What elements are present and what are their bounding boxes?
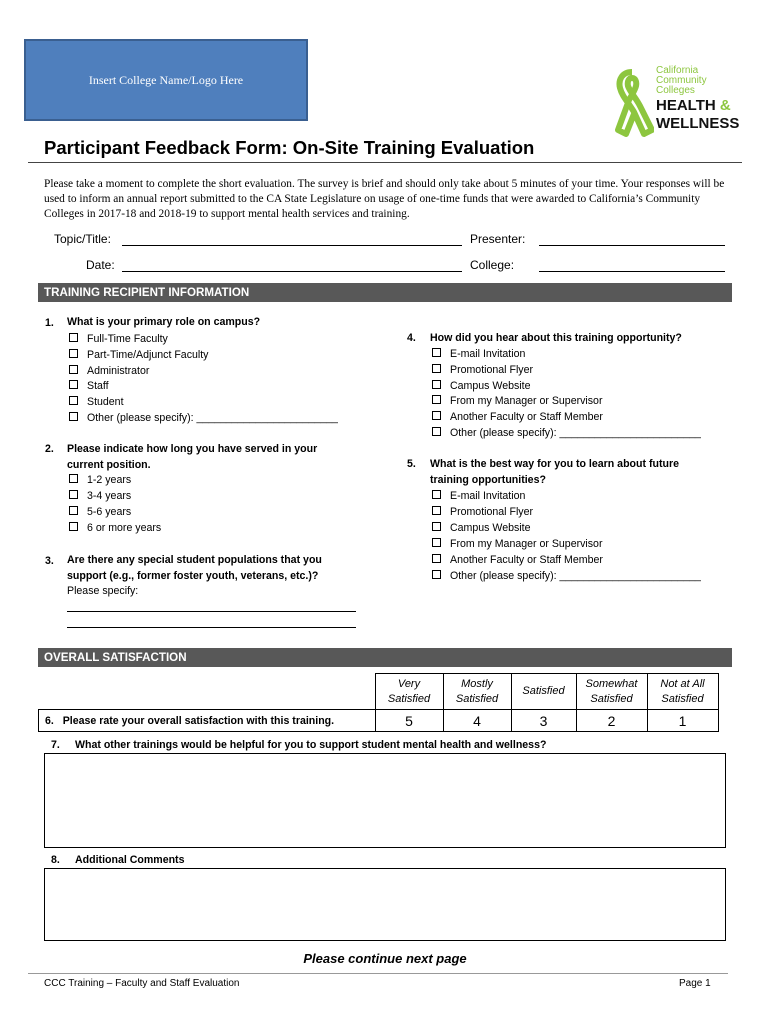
q4-option[interactable]: From my Manager or Supervisor — [432, 394, 602, 410]
footer-left: CCC Training – Faculty and Staff Evaluation — [44, 978, 240, 989]
title-divider — [28, 162, 742, 163]
q8-text: Additional Comments — [75, 854, 185, 866]
continue-next-page: Please continue next page — [303, 951, 467, 966]
q2-text: Please indicate how long you have served in your current position. — [67, 443, 318, 471]
rating-option-1[interactable]: 1 — [647, 710, 718, 732]
checkbox-icon[interactable] — [69, 522, 78, 531]
q1-text: What is your primary role on campus? — [67, 316, 261, 328]
intro-paragraph: Please take a moment to complete the short evaluation. The survey is brief and should only take about 5 minutes of your time. Your responses will be used to inform an annual report submitted to the CA State Legislature on usage of one-time funds that were awarded to California’s Community Colleges in 2017-18 and 2018-19 to support mental health services and training. — [44, 178, 725, 220]
q4-option[interactable]: E-mail Invitation — [432, 347, 525, 363]
q1-option[interactable]: Staff — [69, 379, 109, 395]
checkbox-icon[interactable] — [69, 506, 78, 515]
checkbox-icon[interactable] — [432, 364, 441, 373]
rating-option-5[interactable]: 5 — [375, 710, 443, 732]
checkbox-icon[interactable] — [432, 570, 441, 579]
q4-number: 4. — [407, 332, 416, 344]
brand-ampersand: & — [719, 97, 731, 114]
checkbox-icon[interactable] — [432, 506, 441, 515]
q5-number: 5. — [407, 458, 416, 470]
checkbox-icon[interactable] — [432, 411, 441, 420]
checkbox-icon[interactable] — [432, 554, 441, 563]
q7-answer-box[interactable] — [44, 753, 726, 848]
q5-option[interactable]: Campus Website — [432, 521, 530, 537]
brand-line-health: HEALTH — [656, 97, 716, 114]
q8-number: 8. — [51, 854, 60, 866]
checkbox-icon[interactable] — [432, 522, 441, 531]
awareness-ribbon-icon — [610, 68, 654, 138]
college-input-line[interactable] — [539, 271, 725, 272]
health-wellness-logo — [610, 66, 750, 138]
college-label: College: — [470, 258, 515, 272]
q5-option[interactable]: Another Faculty or Staff Member — [432, 553, 603, 569]
checkbox-icon[interactable] — [69, 380, 78, 389]
q4-option[interactable]: Other (please specify): ________________________ — [432, 426, 701, 442]
q4-text: How did you hear about this training opportunity? — [430, 332, 682, 344]
q4-option[interactable]: Another Faculty or Staff Member — [432, 410, 603, 426]
q4-option[interactable]: Promotional Flyer — [432, 363, 533, 379]
q2-option[interactable]: 1-2 years — [69, 473, 131, 489]
checkbox-icon[interactable] — [69, 412, 78, 421]
checkbox-icon[interactable] — [69, 333, 78, 342]
checkbox-icon[interactable] — [432, 427, 441, 436]
checkbox-icon[interactable] — [432, 490, 441, 499]
brand-line-california: California — [656, 65, 699, 76]
brand-line-community: Community — [656, 75, 707, 86]
q5-text: What is the best way for you to learn about future training opportunities? — [430, 458, 679, 486]
rating-option-3[interactable]: 3 — [511, 710, 576, 732]
q3-answer-line[interactable] — [67, 611, 356, 612]
section-training-recipient-info: TRAINING RECIPIENT INFORMATION — [38, 283, 732, 302]
q1-option[interactable]: Student — [69, 395, 124, 411]
q3-number: 3. — [45, 555, 54, 567]
date-label: Date: — [86, 258, 115, 272]
checkbox-icon[interactable] — [432, 348, 441, 357]
q1-number: 1. — [45, 317, 54, 329]
q2-number: 2. — [45, 443, 54, 455]
logo-placeholder-text: Insert College Name/Logo Here — [88, 72, 244, 87]
q5-option[interactable]: Promotional Flyer — [432, 505, 533, 521]
q2-option[interactable]: 6 or more years — [69, 521, 161, 537]
date-input-line[interactable] — [122, 271, 462, 272]
footer-divider — [28, 973, 728, 974]
rating-header-somewhat-satisfied: Somewhat Satisfied — [576, 674, 647, 710]
q5-option[interactable]: Other (please specify): ________________________ — [432, 569, 701, 585]
rating-option-2[interactable]: 2 — [576, 710, 647, 732]
checkbox-icon[interactable] — [69, 474, 78, 483]
q1-option[interactable]: Administrator — [69, 364, 149, 380]
rating-option-4[interactable]: 4 — [443, 710, 511, 732]
presenter-input-line[interactable] — [539, 245, 725, 246]
q2-option[interactable]: 5-6 years — [69, 505, 131, 521]
rating-header-satisfied: Satisfied — [511, 674, 576, 710]
q2-option[interactable]: 3-4 years — [69, 489, 131, 505]
form-title: Participant Feedback Form: On-Site Training Evaluation — [44, 137, 535, 158]
section-overall-satisfaction: OVERALL SATISFACTION — [38, 648, 732, 667]
satisfaction-table — [38, 673, 719, 732]
checkbox-icon[interactable] — [69, 396, 78, 405]
brand-line-colleges: Colleges — [656, 85, 695, 96]
checkbox-icon[interactable] — [69, 490, 78, 499]
q4-option[interactable]: Campus Website — [432, 379, 530, 395]
checkbox-icon[interactable] — [432, 395, 441, 404]
q5-option[interactable]: From my Manager or Supervisor — [432, 537, 602, 553]
topic-input-line[interactable] — [122, 245, 462, 246]
q1-option[interactable]: Full-Time Faculty — [69, 332, 168, 348]
q3-text: Are there any special student populations that you support (e.g., former foster youth, veterans, etc.)? — [67, 554, 322, 582]
q7-number: 7. — [51, 739, 60, 751]
checkbox-icon[interactable] — [432, 380, 441, 389]
q1-option[interactable]: Part-Time/Adjunct Faculty — [69, 348, 208, 364]
rating-header-mostly-satisfied: Mostly Satisfied — [443, 674, 511, 710]
q3-specify-label: Please specify: — [67, 585, 139, 597]
q6-prompt: 6. Please rate your overall satisfaction with this training. — [39, 710, 376, 732]
rating-header-not-at-all-satisfied: Not at All Satisfied — [647, 674, 718, 710]
q3-answer-line[interactable] — [67, 627, 356, 628]
topic-label: Topic/Title: — [54, 232, 111, 246]
q8-answer-box[interactable] — [44, 868, 726, 941]
checkbox-icon[interactable] — [69, 365, 78, 374]
brand-line-wellness: WELLNESS — [656, 115, 740, 132]
presenter-label: Presenter: — [470, 232, 526, 246]
rating-header-very-satisfied: Very Satisfied — [375, 674, 443, 710]
q1-option[interactable]: Other (please specify): ________________________ — [69, 411, 338, 427]
q5-option[interactable]: E-mail Invitation — [432, 489, 525, 505]
checkbox-icon[interactable] — [69, 349, 78, 358]
college-logo-placeholder — [24, 39, 308, 121]
q7-text: What other trainings would be helpful for you to support student mental health and wellness? — [75, 739, 547, 751]
checkbox-icon[interactable] — [432, 538, 441, 547]
footer-page-number: Page 1 — [679, 978, 711, 989]
